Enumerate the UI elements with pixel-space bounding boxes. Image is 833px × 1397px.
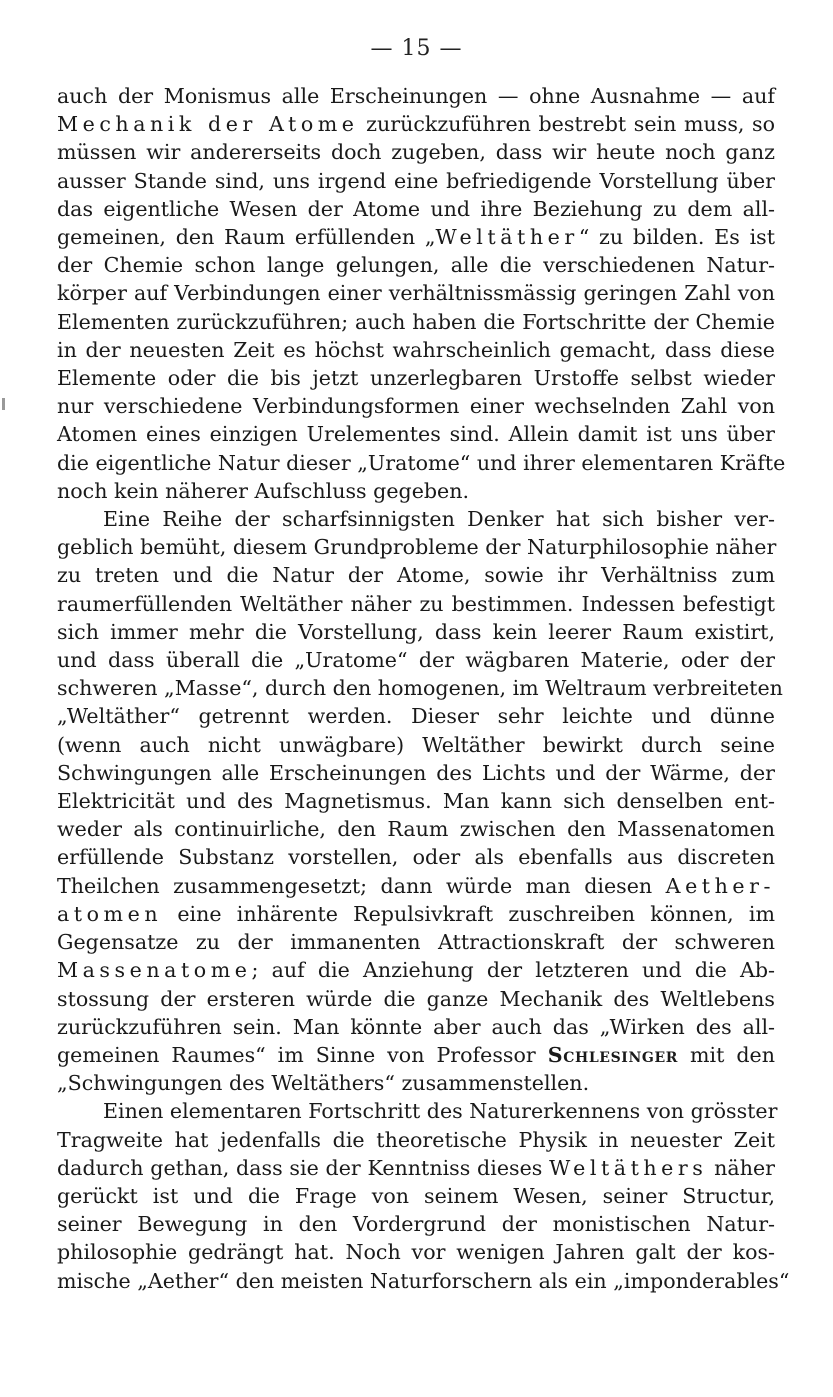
text-line: müssen wir andererseits doch zugeben, dass wir heute noch ganz: [57, 140, 775, 165]
text-line: seiner Bewegung in den Vordergrund der monistischen Natur-: [57, 1212, 775, 1237]
text-line: Elementen zurückzuführen; auch haben die Fortschritte der Chemie: [57, 309, 775, 334]
text-line: Elemente oder die bis jetzt unzerlegbaren Urstoffe selbst wieder: [57, 366, 775, 391]
spaced-emphasis: Weltäther: [435, 225, 579, 250]
text-line: die eigentliche Natur dieser „Uratome“ und ihrer elementaren Kräfte: [57, 450, 786, 475]
spaced-emphasis: Mechanik der Atome: [57, 112, 359, 137]
margin-mark: [2, 398, 5, 410]
spaced-emphasis: Aether-: [665, 873, 775, 898]
text-line: Elektricität und des Magnetismus. Man kann sich denselben ent-: [57, 789, 775, 814]
text-line: philosophie gedrängt hat. Noch vor wenigen Jahren galt der kos-: [57, 1240, 775, 1265]
text-line: „Weltäther“ getrennt werden. Dieser sehr leichte und dünne: [57, 704, 775, 729]
text-line: zurückzuführen sein. Man könnte aber auch das „Wirken des all-: [57, 1014, 775, 1039]
text-line: Mechanik der Atome zurückzuführen bestrebt sein muss, so: [57, 112, 775, 137]
text-line: weder als continuirliche, den Raum zwischen den Massenatomen: [57, 817, 775, 842]
text-line: gemeinen, den Raum erfüllenden „Weltäther“ zu bilden. Es ist: [57, 225, 775, 250]
text-line: Eine Reihe der scharfsinnigsten Denker hat sich bisher ver-: [103, 507, 775, 532]
text-line: auch der Monismus alle Erscheinungen — ohne Ausnahme — auf: [57, 84, 775, 108]
text-line: in der neuesten Zeit es höchst wahrscheinlich gemacht, dass diese: [57, 337, 775, 362]
text-line: der Chemie schon lange gelungen, alle die verschiedenen Natur-: [57, 253, 775, 278]
paragraph: [57, 82, 786, 505]
spaced-emphasis: atomen: [57, 901, 163, 926]
text-line: körper auf Verbindungen einer verhältnissmässig geringen Zahl von: [57, 281, 775, 306]
spaced-emphasis: Massenatome: [57, 958, 252, 983]
text-line: und dass überall die „Uratome“ der wägbaren Materie, oder der: [57, 648, 775, 673]
small-caps-name: Schlesinger: [547, 1042, 678, 1067]
text-line: schweren „Masse“, durch den homogenen, im Weltraum verbreiteten: [57, 676, 783, 701]
text-line: Massenatome; auf die Anziehung der letzteren und die Ab-: [57, 958, 775, 983]
text-line: mische „Aether“ den meisten Naturforschern als ein „imponderables“: [57, 1268, 790, 1293]
text-line: gemeinen Raumes“ im Sinne von Professor Schlesinger mit den: [57, 1042, 775, 1067]
text-line: geblich bemüht, diesem Grundprobleme der Naturphilosophie näher: [57, 535, 777, 560]
text-line: nur verschiedene Verbindungsformen einer wechselnden Zahl von: [57, 394, 775, 419]
spaced-emphasis: Weltäthers: [549, 1155, 708, 1180]
body-text: [57, 82, 790, 1295]
text-line: (wenn auch nicht unwägbare) Weltäther bewirkt durch seine: [57, 732, 775, 757]
page-number: — 15 —: [370, 36, 463, 61]
text-line: erfüllende Substanz vorstellen, oder als ebenfalls aus discreten: [57, 845, 775, 870]
text-line: Einen elementaren Fortschritt des Naturerkennens von grösster: [103, 1099, 778, 1124]
text-line: ausser Stande sind, uns irgend eine befriedigende Vorstellung über: [57, 168, 775, 193]
text-line: noch kein näherer Aufschluss gegeben.: [57, 478, 470, 503]
paragraph: [57, 505, 783, 1097]
text-line: raumerfüllenden Weltäther näher zu bestimmen. Indessen befestigt: [57, 591, 775, 616]
text-line: Tragweite hat jedenfalls die theoretische Physik in neuester Zeit: [57, 1127, 775, 1152]
text-line: dadurch gethan, dass sie der Kenntniss dieses Weltäthers näher: [57, 1155, 775, 1180]
text-line: Gegensatze zu der immanenten Attractionskraft der schweren: [57, 930, 775, 955]
text-line: stossung der ersteren würde die ganze Mechanik des Weltlebens: [57, 986, 775, 1011]
text-line: atomen eine inhärente Repulsivkraft zuschreiben können, im: [57, 901, 775, 926]
text-line: das eigentliche Wesen der Atome und ihre Beziehung zu dem all-: [57, 196, 775, 221]
text-line: gerückt ist und die Frage von seinem Wesen, seiner Structur,: [57, 1183, 775, 1208]
text-line: Schwingungen alle Erscheinungen des Lichts und der Wärme, der: [57, 760, 775, 785]
paragraph: [57, 1097, 790, 1294]
text-line: Theilchen zusammengesetzt; dann würde man diesen Aether-: [57, 873, 775, 898]
text-line: zu treten und die Natur der Atome, sowie ihr Verhältniss zum: [57, 563, 775, 588]
text-line: sich immer mehr die Vorstellung, dass kein leerer Raum existirt,: [57, 619, 775, 644]
text-line: Atomen eines einzigen Urelementes sind. Allein damit ist uns über: [57, 422, 775, 447]
text-line: „Schwingungen des Weltäthers“ zusammenstellen.: [57, 1071, 590, 1096]
